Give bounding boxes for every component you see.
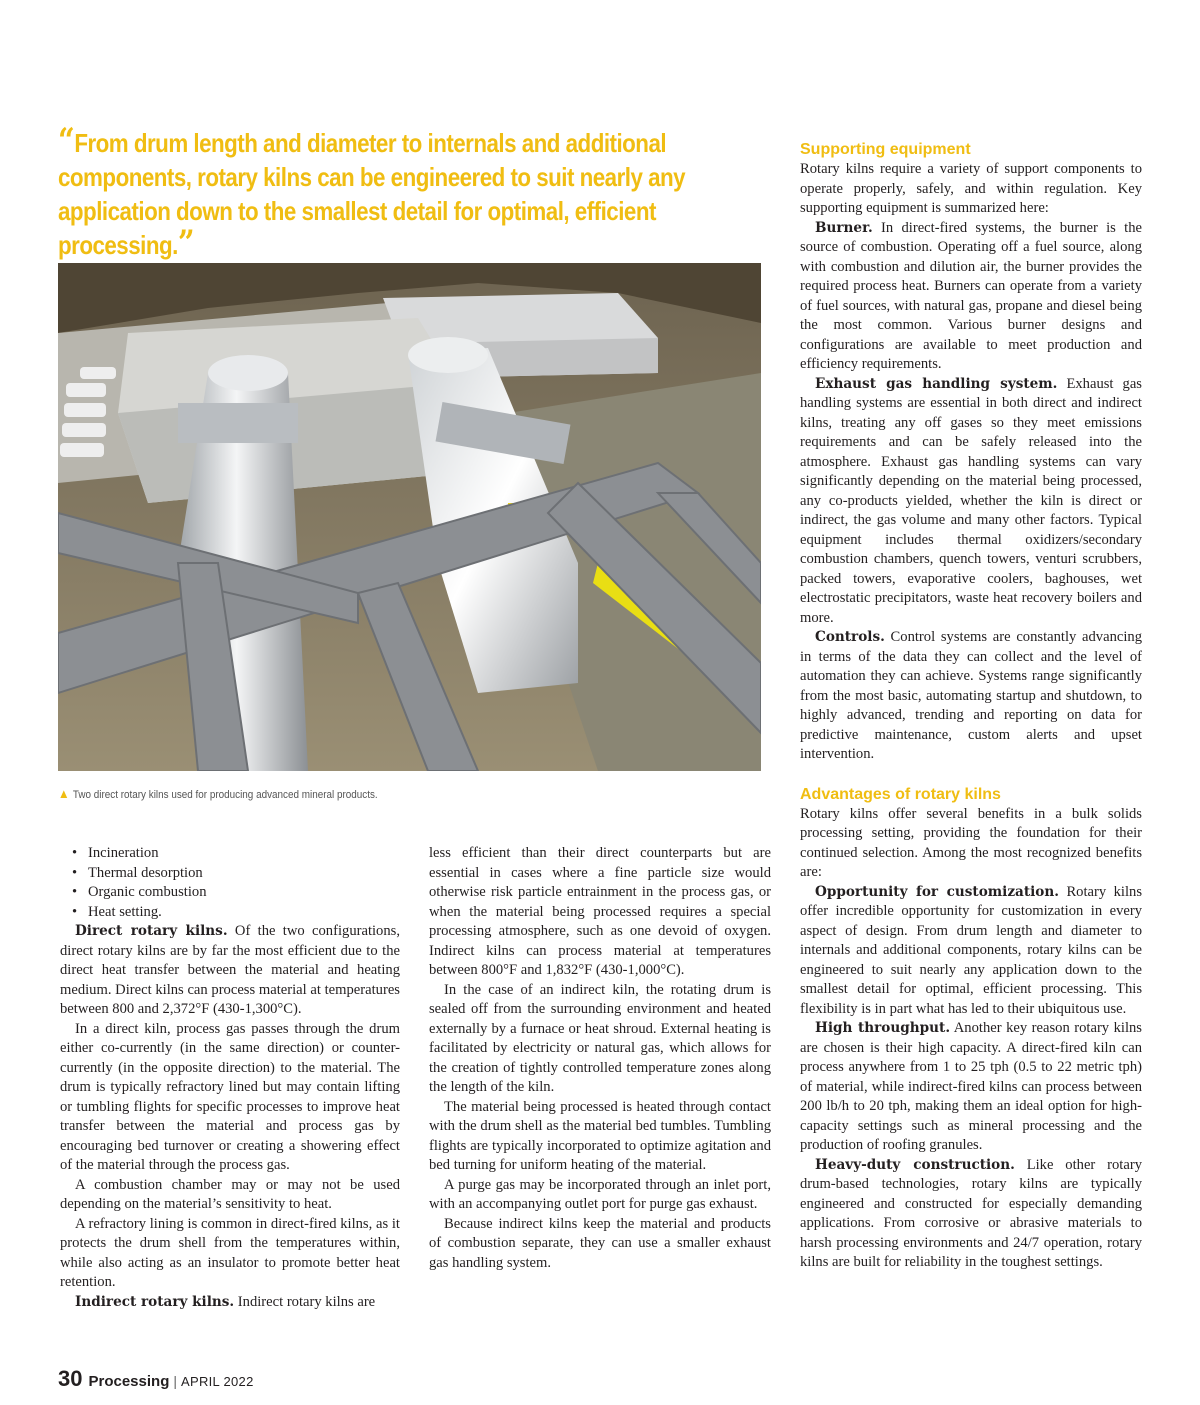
paragraph-text: Another key reason rotary kilns are chosen is their high capacity. A direct-fired kiln can process anywhere from 1 to 25 tph (0.5 to 22 metric tph) of material, while indirect-fired kilns can process between 200 lb/h to 20 tph, making them an ideal option for high-capacity settings such as mineral processing and the production of roofing granules. <box>800 1020 1142 1153</box>
pull-quote-text: From drum length and diameter to internals and additional components, rotary kilns can be engineered to suit nearly any application down to the smallest detail for optimal, efficient processing. <box>58 128 686 260</box>
run-in-head: Exhaust gas handling system. <box>815 375 1058 392</box>
close-quote-mark: ” <box>177 223 195 263</box>
paragraph-text: Indirect rotary kilns are <box>234 1293 376 1310</box>
paragraph <box>800 1019 1142 1156</box>
column-3 <box>800 140 1142 1273</box>
list-item: • Incineration <box>60 844 400 864</box>
paragraph <box>800 375 1142 629</box>
paragraph: A purge gas may be incorporated through an inlet port, with an accompanying outlet port for purge gas exhaust. <box>429 1176 771 1212</box>
paragraph: Rotary kilns offer several benefits in a bulk solids processing setting, providing the foundation for their continued selection. Among the most recognized benefits are: <box>800 805 1142 880</box>
page-number: 30 <box>58 1366 83 1391</box>
run-in-head: Controls. <box>815 629 885 645</box>
paragraph-text: Like other rotary drum-based technologies, rotary kilns are typically engineered and constructed for especially demanding applications. From corrosive or abrasive materials to harsh processing environments and 24/7 operation, rotary kilns are built for reliability in the toughest settings. <box>800 1156 1142 1270</box>
run-in-head: Indirect rotary kilns. <box>75 1293 235 1310</box>
page-footer <box>58 1366 254 1392</box>
kiln-photo <box>58 263 761 771</box>
paragraph: The material being processed is heated through contact with the drum shell as the material bed tumbles. Tumbling flights are typically incorporated to optimize agitation and bed turning for uniform heating of the material. <box>429 1098 771 1173</box>
section-heading: Advantages of rotary kilns <box>800 785 1001 803</box>
paragraph-text: In direct-fired systems, the burner is the source of combustion. Operating off a fuel source, along with combustion and dilution air, the burner provides the required process heat. Burners can operate from a variety of fuel sources, with natural gas, propane and diesel being the most common. Various burner designs and configurations are available to meet production and efficiency requirements. <box>800 219 1142 372</box>
paragraph: In the case of an indirect kiln, the rotating drum is sealed off from the surrounding environment and heated externally by a furnace or heat shroud. External heating is facilitated by electricity or natural gas, which allows for the creation of tightly controlled temperature zones along the length of the kiln. <box>429 981 771 1095</box>
list-item: • Thermal desorption <box>60 864 400 884</box>
column-1 <box>60 844 400 1312</box>
paragraph: A combustion chamber may or may not be used depending on the material’s sensitivity to heat. <box>60 1176 400 1212</box>
paragraph-text: Control systems are constantly advancing in terms of the data they can collect and the level of automation they can achieve. Systems range significantly from the most basic, automating startup and shutdown, to highly advanced, trending and reporting on data for predictive maintenance, custom alerts and upset intervention. <box>800 629 1142 762</box>
photo-caption <box>58 786 378 801</box>
paragraph: Because indirect kilns keep the material and products of combustion separate, they can use a smaller exhaust gas handling system. <box>429 1215 771 1271</box>
paragraph: In a direct kiln, process gas passes through the drum either co-currently (in the same direction) or counter-currently (in the opposite direction) to the material. The drum is typically refractory lined but may contain lifting or tumbling flights for specific processes to improve heat transfer between the material and process gas by encouraging bed turnover or creating a showering effect of the material through the process gas. <box>60 1020 400 1173</box>
section-heading: Supporting equipment <box>800 141 971 158</box>
paragraph-text: Of the two configurations, direct rotary kilns are by far the most efficient due to the direct heat transfer between the material and heating medium. Direct kilns can process material at temperatures between 800 and 2,372°F (430-1,300°C). <box>60 923 400 1017</box>
triangle-icon: ▲ <box>58 786 73 801</box>
footer-separator: | <box>173 1373 177 1389</box>
paragraph: Rotary kilns require a variety of support components to operate properly, safely, and within regulation. Key supporting equipment is summarized here: <box>800 161 1142 216</box>
run-in-head: Burner. <box>815 219 873 236</box>
paragraph-text: Exhaust gas handling systems are essential in both direct and indirect kilns, treating any off gases so they meet emissions requirements and can be safely released into the atmosphere. Exhaust gas handling systems can vary significantly depending on the material being processed, any co-products yielded, whether the kiln is direct or indirect, the gas volume and many other factors. Typical equipment includes thermal oxidizers/secondary combustion chambers, quench towers, venturi scrubbers, packed towers, evaporative coolers, baghouses, wet electrostatic precipitators, waste heat recovery boilers and more. <box>800 375 1142 626</box>
run-in-head: Heavy-duty construction. <box>815 1156 1015 1173</box>
column-2 <box>429 844 771 1273</box>
run-in-head: Opportunity for customization. <box>815 883 1059 900</box>
paragraph <box>60 1293 400 1313</box>
magazine-name: Processing <box>88 1373 170 1390</box>
paragraph <box>800 628 1142 765</box>
issue-date: APRIL 2022 <box>181 1374 254 1389</box>
run-in-head: Direct rotary kilns. <box>75 923 228 939</box>
paragraph <box>800 883 1142 1020</box>
kiln-photo-illustration <box>58 263 761 771</box>
process-list <box>60 844 400 922</box>
run-in-head: High throughput. <box>815 1020 951 1036</box>
paragraph-text: Rotary kilns offer incredible opportunity for customization in every aspect of design. From drum length and diameter to internals and additional components, rotary kilns can be engineered to suit nearly any application down to the smallest detail for optimal, efficient processing. This flexibility is in part what has led to their ubiquitous use. <box>800 883 1142 1017</box>
list-item: • Heat setting. <box>60 903 400 923</box>
paragraph <box>800 1156 1142 1273</box>
open-quote-mark: “ <box>58 121 75 161</box>
pull-quote <box>58 121 746 263</box>
caption-text: Two direct rotary kilns used for producing advanced mineral products. <box>72 789 378 801</box>
paragraph: A refractory lining is common in direct-fired kilns, as it protects the drum shell from the temperatures within, while also acting as an insulator to promote better heat retention. <box>60 1215 400 1290</box>
list-item: • Organic combustion <box>60 883 400 903</box>
paragraph <box>800 219 1142 375</box>
paragraph: less efficient than their direct counterparts but are essential in cases where a fine particle size would otherwise risk particle entrainment in the process gas, or when the material being processed requires a special processing atmosphere, such as one devoid of oxygen. Indirect kilns can process material at temperatures between 800°F and 1,832°F (430-1,000°C). <box>429 845 771 978</box>
paragraph <box>60 922 400 1020</box>
